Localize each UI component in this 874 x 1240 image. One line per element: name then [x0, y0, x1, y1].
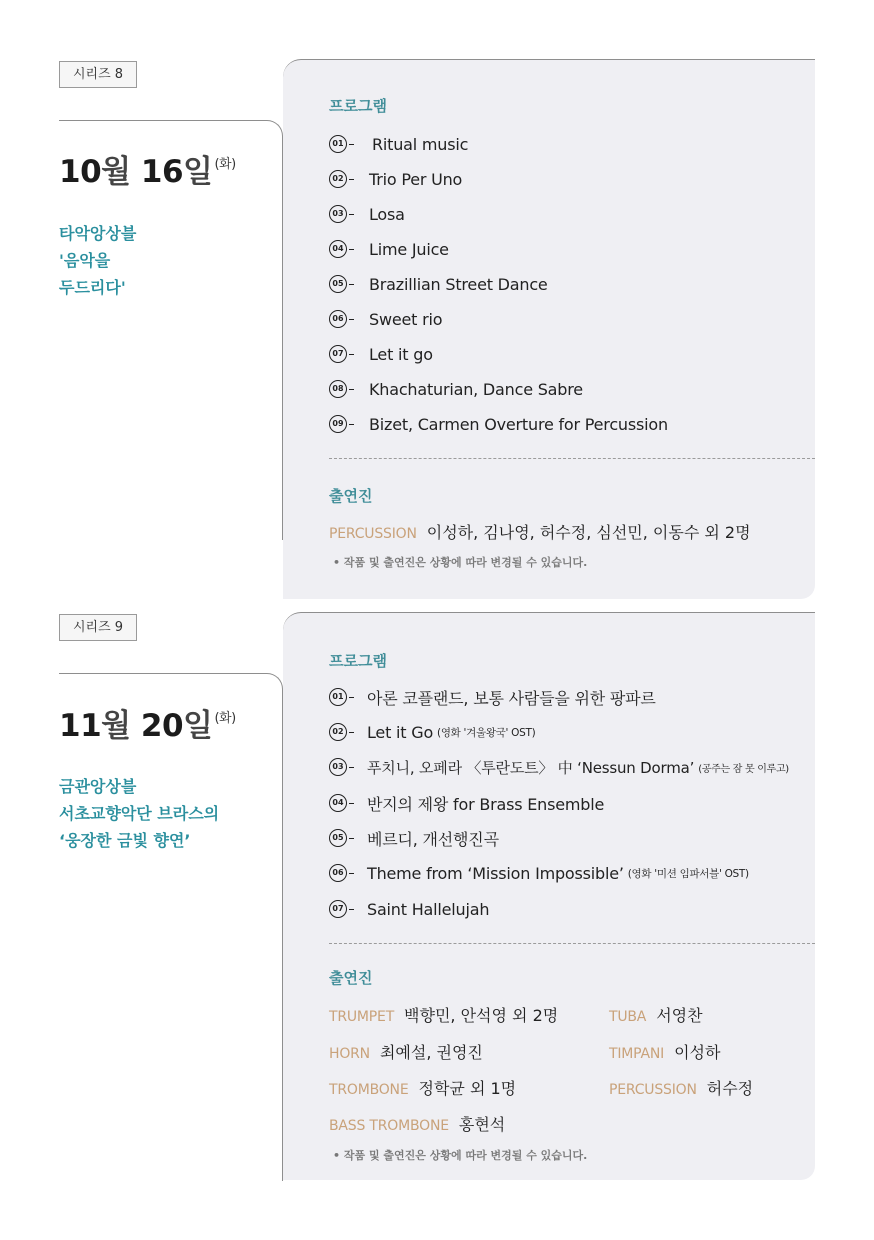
number-badge: 06: [329, 864, 347, 882]
notice-text: • 작품 및 출연진은 상황에 따라 변경될 수 있습니다.: [333, 556, 588, 569]
program-item: 07 Saint Hallelujah: [329, 897, 493, 921]
performer-names: 허수정: [706, 1079, 754, 1098]
program-item: 05 베르디, 개선행진곡: [329, 826, 503, 850]
program-panel: [283, 612, 815, 1180]
performer-row: [329, 1112, 505, 1135]
program-item: 02 Trio Per Uno: [329, 167, 462, 191]
instrument-label: TRUMPET: [329, 1009, 395, 1025]
performer-row: [609, 1003, 703, 1026]
series-tab: 시리즈 9: [59, 614, 137, 640]
program-item: 06 Theme from ‘Mission Impossible’ (영화 '미션 임파서블' OST): [329, 861, 749, 885]
performers-heading: 출연진: [329, 487, 373, 505]
number-badge: 06: [329, 310, 347, 328]
instrument-label: HORN: [329, 1046, 370, 1062]
event-date: 11월 20일 $^{(화)}$: [59, 708, 236, 744]
event-date: 10월 16일 $^{(화)}$: [59, 154, 236, 190]
performer-names: 홍현석: [458, 1115, 506, 1134]
instrument-label: TUBA: [609, 1009, 647, 1025]
program-item: 04 Lime Juice: [329, 237, 449, 261]
number-badge: 01: [329, 135, 347, 153]
number-badge: 03: [329, 758, 347, 776]
performer-row: [329, 520, 751, 543]
divider-line: [59, 673, 283, 703]
program-item: 09 Bizet, Carmen Overture for Percussion: [329, 412, 668, 436]
program-item: 06 Sweet rio: [329, 307, 442, 331]
number-badge: 02: [329, 170, 347, 188]
dashed-divider: [329, 943, 815, 944]
program-item: 01 아론 코플랜드, 보통 사람들을 위한 팡파르: [329, 685, 660, 709]
instrument-label: PERCUSSION: [609, 1082, 697, 1098]
program-item: 07 Let it go: [329, 342, 433, 366]
program-panel: [283, 59, 815, 599]
event-title: 금관앙상블 서초교향악단 브라스의 ‘웅장한 금빛 향연’: [59, 777, 220, 850]
number-badge: 07: [329, 345, 347, 363]
performer-row: [329, 1003, 558, 1026]
number-badge: 04: [329, 794, 347, 812]
program-item: 03 푸치니, 오페라 〈투란도트〉 中 ‘Nessun Dorma’ (공주는 잠 못 이루고): [329, 755, 789, 779]
program-item: 05 Brazillian Street Dance: [329, 272, 548, 296]
number-badge: 01: [329, 688, 347, 706]
performer-row: [329, 1040, 483, 1063]
performer-names: 최예설, 권영진: [379, 1043, 483, 1062]
instrument-label: BASS TROMBONE: [329, 1118, 449, 1134]
number-badge: 09: [329, 415, 347, 433]
number-badge: 02: [329, 723, 347, 741]
dashed-divider: [329, 458, 815, 459]
performer-row: [609, 1076, 753, 1099]
program-heading: 프로그램: [329, 97, 387, 115]
number-badge: 03: [329, 205, 347, 223]
program-item: 08 Khachaturian, Dance Sabre: [329, 377, 583, 401]
number-badge: 05: [329, 275, 347, 293]
performers-heading: 출연진: [329, 969, 373, 987]
number-badge: 07: [329, 900, 347, 918]
performer-names: 정학균 외 1명: [418, 1079, 517, 1098]
event-title: 타악앙상블 '음악을 두드리다': [59, 224, 137, 297]
program-item: 01 Ritual music: [329, 132, 468, 156]
notice-text: • 작품 및 출연진은 상황에 따라 변경될 수 있습니다.: [333, 1149, 588, 1162]
instrument-label: TROMBONE: [329, 1082, 409, 1098]
performer-names: 서영찬: [656, 1006, 703, 1025]
performer-row: [609, 1040, 720, 1063]
program-heading: 프로그램: [329, 652, 387, 670]
number-badge: 05: [329, 829, 347, 847]
performer-names: 이성하, 김나영, 허수정, 심선민, 이동수 외 2명: [426, 523, 751, 542]
instrument-label: TIMPANI: [609, 1046, 665, 1062]
program-item: 03 Losa: [329, 202, 405, 226]
program-item: 02 Let it Go (영화 '겨울왕국' OST): [329, 720, 535, 744]
performer-names: 이성하: [674, 1043, 721, 1062]
instrument-label: PERCUSSION: [329, 526, 417, 542]
series-tab: 시리즈 8: [59, 61, 137, 87]
performer-names: 백향민, 안석영 외 2명: [404, 1006, 559, 1025]
program-item: 04 반지의 제왕 for Brass Ensemble: [329, 791, 608, 815]
number-badge: 08: [329, 380, 347, 398]
number-badge: 04: [329, 240, 347, 258]
performer-row: [329, 1076, 516, 1099]
